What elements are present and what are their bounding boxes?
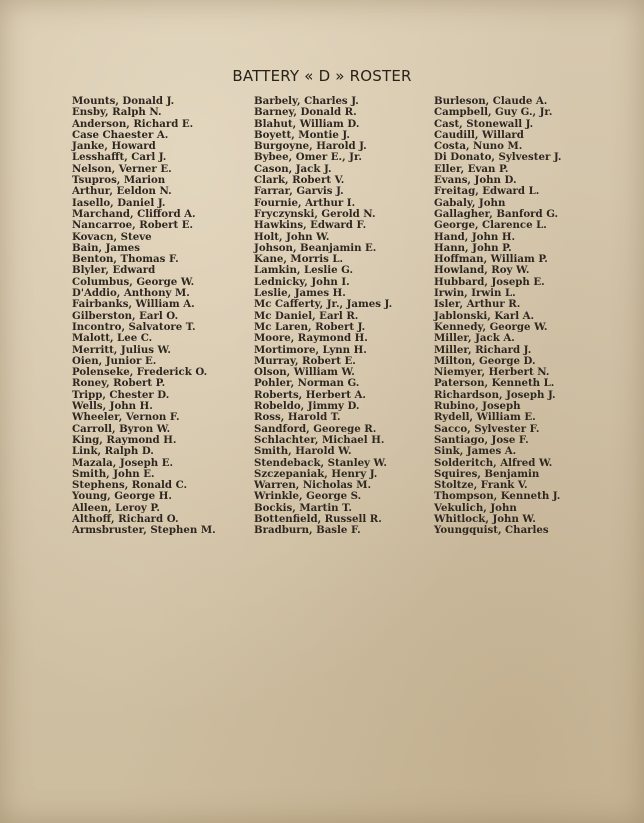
roster-entry: Mortimore, Lynn H. <box>254 343 367 356</box>
roster-entry: Anderson, Richard E. <box>72 117 194 130</box>
roster-entry: Farrar, Garvis J. <box>254 185 344 198</box>
roster-entry: Burleson, Claude A. <box>434 95 548 107</box>
roster-entry: Merritt, Julius W. <box>72 343 171 356</box>
roster-entry: Young, George H. <box>72 490 172 503</box>
roster-entry: Oien, Junior E. <box>72 354 157 367</box>
roster-entry: Bain, James <box>72 241 140 254</box>
roster-entry: Stephens, Ronald C. <box>72 479 188 492</box>
roster-entry: Fairbanks, William A. <box>72 298 195 311</box>
roster-column-2 <box>254 96 392 537</box>
roster-entry: Howland, Roy W. <box>434 264 530 277</box>
roster-entry: Clark, Robert V. <box>254 174 345 187</box>
roster-entry: Bottenfield, Russell R. <box>254 512 382 525</box>
roster-entry: Althoff, Richard O. <box>72 512 179 525</box>
roster-entry: Gallagher, Banford G. <box>434 207 559 220</box>
roster-entry: Rydell, William E. <box>434 411 536 424</box>
roster-entry: Whitlock, John W. <box>434 512 536 525</box>
roster-entry: Barbely, Charles J. <box>254 95 359 107</box>
roster-entry: Squires, Benjamin <box>434 467 540 480</box>
roster-entry: Holt, John W. <box>254 230 330 243</box>
roster-entry: Burgoyne, Harold J. <box>254 140 367 153</box>
roster-entry: Kennedy, George W. <box>434 320 548 333</box>
roster-entry: Olson, William W. <box>254 366 355 379</box>
roster-entry: Incontro, Salvatore T. <box>72 320 196 333</box>
roster-entry: Szczepaniak, Henry J. <box>254 467 378 480</box>
roster-entry: Mazala, Joseph E. <box>72 456 174 469</box>
roster-entry: Rubino, Joseph <box>434 400 521 413</box>
roster-entry: Cast, Stonewall J. <box>434 117 534 130</box>
roster-entry: Costa, Nuno M. <box>434 140 523 153</box>
roster-entry: Columbus, George W. <box>72 275 195 288</box>
roster-entry: Wheeler, Vernon F. <box>72 411 180 424</box>
roster-entry: Lesshafft, Carl J. <box>72 151 167 164</box>
roster-entry: Barney, Donald R. <box>254 106 357 119</box>
roster-entry: Armsbruster, Stephen M. <box>72 524 216 537</box>
roster-entry: Irwin, Irwin L. <box>434 287 516 300</box>
roster-entry: Bradburn, Basle F. <box>254 524 361 537</box>
roster-entry: Paterson, Kenneth L. <box>434 377 555 390</box>
roster-entry: Marchand, Clifford A. <box>72 207 196 220</box>
roster-entry: Smith, Harold W. <box>254 445 352 458</box>
roster-entry: Robeldo, Jimmy D. <box>254 400 360 413</box>
roster-entry: Malott, Lee C. <box>72 332 153 345</box>
roster-entry: Hubbard, Joseph E. <box>434 275 545 288</box>
roster-entry: Polenseke, Frederick O. <box>72 366 208 379</box>
roster-entry: Johson, Beanjamin E. <box>254 241 377 254</box>
roster-entry: Gabaly, John <box>434 196 506 209</box>
roster-entry: Alleen, Leroy P. <box>72 501 160 514</box>
roster-entry: Leslie, James H. <box>254 287 346 300</box>
roster-entry: Freitag, Edward L. <box>434 185 540 198</box>
roster-entry: Solderitch, Alfred W. <box>434 456 553 469</box>
roster-entry: Milton, George D. <box>434 354 536 367</box>
roster-entry: Youngquist, Charles <box>434 524 549 537</box>
roster-entry: Carroll, Byron W. <box>72 422 171 435</box>
roster-entry: Tsupros, Marion <box>72 174 166 187</box>
roster-entry: Wells, John H. <box>72 400 153 413</box>
roster-entry: Eller, Evan P. <box>434 162 509 175</box>
roster-entry: Sandford, Georege R. <box>254 422 377 435</box>
roster-entry: Murray, Robert E. <box>254 354 356 367</box>
roster-entry: Richardson, Joseph J. <box>434 388 556 401</box>
roster-entry: Case Chaester A. <box>72 128 169 141</box>
roster-entry: Cason, Jack J. <box>254 162 332 175</box>
roster-entry: Nancarroe, Robert E. <box>72 219 194 232</box>
roster-entry: Mounts, Donald J. <box>72 95 175 107</box>
roster-entry: D'Addio, Anthony M. <box>72 287 190 300</box>
roster-entry: Miller, Jack A. <box>434 332 515 345</box>
roster-entry: Sacco, Sylvester F. <box>434 422 540 435</box>
roster-entry: Iasello, Daniel J. <box>72 196 166 209</box>
roster-entry: Mc Laren, Robert J. <box>254 320 366 333</box>
roster-entry: Link, Ralph D. <box>72 445 154 458</box>
roster-entry: George, Clarence L. <box>434 219 547 232</box>
roster-entry: Gilberston, Earl O. <box>72 309 179 322</box>
roster-entry: Stendeback, Stanley W. <box>254 456 387 469</box>
roster-entry: Bockis, Martin T. <box>254 501 352 514</box>
roster-entry: Pohler, Norman G. <box>254 377 360 390</box>
roster-entry: Tripp, Chester D. <box>72 388 170 401</box>
roster-entry: Campbell, Guy G., Jr. <box>434 106 553 119</box>
roster-column-3 <box>434 96 561 537</box>
roster-entry: Roney, Robert P. <box>72 377 166 390</box>
roster-entry: Caudill, Willard <box>434 128 524 141</box>
roster-entry: Santiago, Jose F. <box>434 433 529 446</box>
roster-entry: Isler, Arthur R. <box>434 298 521 311</box>
roster-entry: Nelson, Verner E. <box>72 162 172 175</box>
roster-entry: Kovacn, Steve <box>72 230 152 243</box>
roster-entry: Thompson, Kenneth J. <box>434 490 561 503</box>
roster-entry: King, Raymond H. <box>72 433 177 446</box>
roster-column-1 <box>72 96 216 537</box>
roster-entry: Roberts, Herbert A. <box>254 388 366 401</box>
roster-entry: Mc Cafferty, Jr., James J. <box>254 298 393 311</box>
roster-entry: Moore, Raymond H. <box>254 332 368 345</box>
roster-entry: Hann, John P. <box>434 241 512 254</box>
roster-entry: Fryczynski, Gerold N. <box>254 207 376 220</box>
roster-entry: Jablonski, Karl A. <box>434 309 535 322</box>
roster-entry: Bybee, Omer E., Jr. <box>254 151 362 164</box>
roster-title: BATTERY « D » ROSTER <box>232 67 412 85</box>
roster-entry: Blyler, Edward <box>72 264 156 277</box>
roster-entry: Fournie, Arthur I. <box>254 196 356 209</box>
roster-entry: Lamkin, Leslie G. <box>254 264 354 277</box>
roster-entry: Lednicky, John I. <box>254 275 350 288</box>
roster-entry: Vekulich, John <box>434 501 517 514</box>
roster-entry: Smith, John E. <box>72 467 155 480</box>
roster-entry: Mc Daniel, Earl R. <box>254 309 359 322</box>
roster-entry: Di Donato, Sylvester J. <box>434 151 562 164</box>
roster-entry: Blahut, William D. <box>254 117 360 130</box>
roster-entry: Arthur, Eeldon N. <box>72 185 172 198</box>
roster-entry: Schlachter, Michael H. <box>254 433 385 446</box>
roster-entry: Hoffman, William P. <box>434 253 548 266</box>
roster-entry: Ross, Harold T. <box>254 411 341 424</box>
roster-entry: Boyett, Montie J. <box>254 128 350 141</box>
roster-entry: Sink, James A. <box>434 445 517 458</box>
roster-entry: Hawkins, Edward F. <box>254 219 367 232</box>
roster-entry: Evans, John D. <box>434 174 517 187</box>
roster-entry: Benton, Thomas F. <box>72 253 179 266</box>
roster-entry: Wrinkle, George S. <box>254 490 362 503</box>
roster-entry: Stoltze, Frank V. <box>434 479 528 492</box>
roster-entry: Janke, Howard <box>72 140 156 153</box>
roster-entry: Kane, Morris L. <box>254 253 344 266</box>
roster-entry: Hand, John H. <box>434 230 515 243</box>
roster-entry: Ensby, Ralph N. <box>72 106 162 119</box>
roster-entry: Warren, Nicholas M. <box>254 479 372 492</box>
roster-entry: Miller, Richard J. <box>434 343 532 356</box>
roster-entry: Niemyer, Herbert N. <box>434 366 550 379</box>
